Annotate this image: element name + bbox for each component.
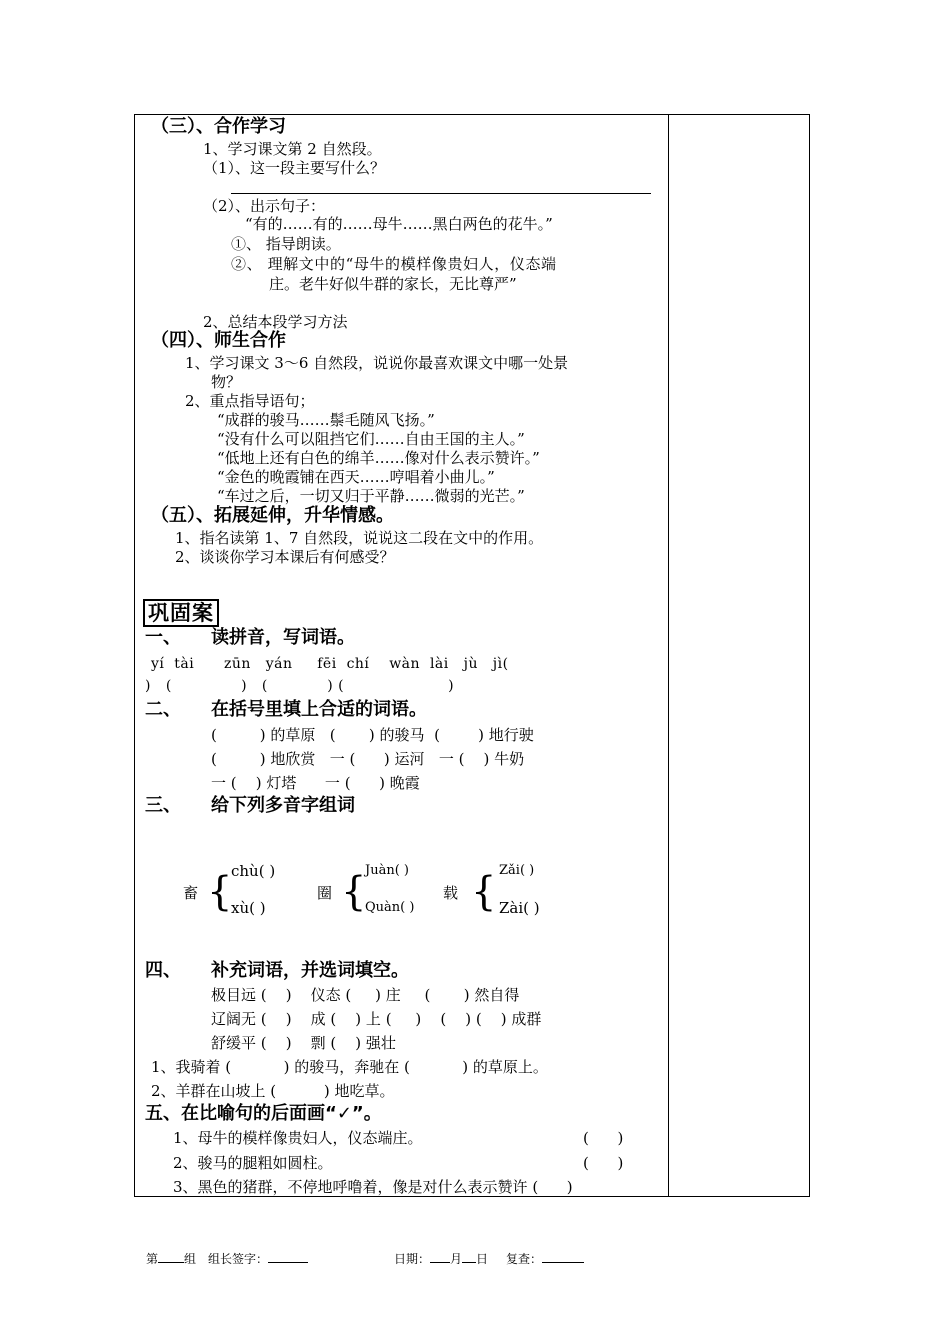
ex1-blanks: ) ( ) ( ) ( ) — [145, 678, 455, 694]
consolidation-title: 巩固案 — [143, 599, 219, 627]
review-blank — [542, 1251, 584, 1263]
reading-juan: Juàn( ) — [365, 863, 409, 878]
brace-3: { — [471, 869, 497, 915]
ex4-title: 补充词语，并选词填空。 — [211, 960, 409, 981]
footer-leader-label: 组长签字： — [208, 1252, 269, 1266]
ex2-row-3: 一 ( ) 灯塔 一 ( ) 晚霞 — [211, 774, 420, 792]
s3-summary: 2、总结本段学习方法 — [203, 313, 348, 331]
s4-quote-4: “金色的晚霞铺在西天……哼唱着小曲儿。” — [217, 468, 495, 486]
s4-line-2: 物？ — [211, 373, 242, 391]
ex2-title: 在括号里填上合适的词语。 — [211, 699, 427, 720]
s4-quote-3: “低地上还有白色的绵羊……像对什么表示赞许。” — [217, 449, 540, 467]
ex4-sentence-2: 2、羊群在山坡上 ( ) 地吃草。 — [151, 1082, 395, 1100]
reading-quan: Quàn( ) — [365, 900, 415, 915]
reading-zai3: Zǎi( ) — [499, 863, 535, 878]
s4-line-3: 2、重点指导语句； — [185, 392, 315, 410]
s3-quote: “有的……有的……母牛……黑白两色的花牛。” — [245, 215, 553, 233]
footer-review — [506, 1250, 584, 1268]
s3-line-1: 1、学习课文第 2 自然段。 — [203, 140, 382, 158]
char-zai: 载 — [443, 884, 459, 902]
s3-step-1: ①、 指导朗读。 — [231, 235, 341, 253]
leader-blank — [268, 1251, 308, 1263]
ex2-row-1: ( ) 的草原 ( ) 的骏马 ( ) 地行驶 — [211, 726, 534, 744]
footer-group-prefix: 第 — [146, 1252, 159, 1266]
footer-month: 月 — [450, 1252, 463, 1266]
ex4-number: 四、 — [145, 960, 181, 981]
reading-xu: xù( ) — [231, 899, 266, 917]
ex1-pinyin: yí tài zūn yán fēi chí wàn lài jù jì( — [151, 656, 509, 672]
reading-zai4: Zài( ) — [499, 899, 540, 917]
ex2-number: 二、 — [145, 699, 181, 720]
footer-date — [394, 1250, 488, 1268]
ex4-row-3: 舒缓平 ( ) 剽 ( ) 强壮 — [211, 1034, 396, 1052]
ex5-row-3: 3、黑色的猪群，不停地呼噜着，像是对什么表示赞许 ( ) — [173, 1178, 573, 1196]
month-blank — [430, 1251, 450, 1263]
ex5-row-2: 2、骏马的腿粗如圆柱。 — [173, 1154, 333, 1172]
brace-1: { — [207, 869, 233, 915]
ex5-row-1: 1、母牛的模样像贵妇人，仪态端庄。 — [173, 1129, 423, 1147]
s3-step-2: ②、 理解文中的“母牛的模样像贵妇人，仪态端 — [231, 255, 557, 273]
ex1-number: 一、 — [145, 627, 181, 648]
footer-day: 日 — [476, 1252, 489, 1266]
footer-group — [146, 1250, 196, 1268]
s4-quote-1: “成群的骏马……鬃毛随风飞扬。” — [217, 411, 435, 429]
s5-line-2: 2、谈谈你学习本课后有何感受？ — [175, 548, 395, 566]
ex5-row-2-answer: ( ) — [583, 1154, 624, 1172]
s4-quote-5: “车过之后，一切又归于平静……微弱的光芒。” — [217, 487, 525, 505]
section-4-heading: （四）、师生合作 — [151, 330, 286, 351]
footer-review-label: 复查： — [506, 1252, 543, 1266]
reading-chu: chù( ) — [231, 862, 276, 880]
day-blank — [462, 1251, 476, 1263]
ex3-number: 三、 — [145, 795, 181, 816]
s3-line-2: （1）、这一段主要写什么？ — [203, 159, 386, 177]
s3-step-2-cont: 庄。老牛好似牛群的家长，无比尊严” — [269, 275, 517, 293]
footer-leader — [208, 1250, 308, 1268]
s3-line-3: （2）、出示句子： — [203, 197, 326, 215]
s4-quote-2: “没有什么可以阻挡它们……自由王国的主人。” — [217, 430, 525, 448]
char-juan-quan: 圈 — [317, 884, 333, 902]
ex3-title: 给下列多音字组词 — [211, 795, 355, 816]
ex4-sentence-1: 1、我骑着 ( ) 的骏马，奔驰在 ( ) 的草原上。 — [151, 1058, 548, 1076]
ex2-row-2: ( ) 地欣赏 一 ( ) 运河 一 ( ) 牛奶 — [211, 750, 525, 768]
brace-2: { — [341, 869, 367, 915]
section-3-heading: （三）、合作学习 — [151, 116, 286, 137]
footer-date-label: 日期： — [394, 1252, 431, 1266]
column-divider — [668, 115, 669, 1196]
answer-line — [231, 193, 651, 194]
s4-line-1: 1、学习课文 3～6 自然段，说说你最喜欢课文中哪一处景 — [185, 354, 569, 372]
ex5-title: 五、在比喻句的后面画“✓”。 — [145, 1103, 382, 1124]
ex5-row-1-answer: ( ) — [583, 1129, 624, 1147]
section-5-heading: （五）、拓展延伸，升华情感。 — [151, 505, 394, 526]
ex4-row-2: 辽阔无 ( ) 成 ( ) 上 ( ) ( ) ( ) 成群 — [211, 1010, 542, 1028]
ex1-title: 读拼音，写词语。 — [211, 627, 355, 648]
footer-group-suffix: 组 — [184, 1252, 197, 1266]
ex4-row-1: 极目远 ( ) 仪态 ( ) 庄 ( ) 然自得 — [211, 986, 520, 1004]
lesson-plan-table — [134, 114, 810, 1197]
s5-line-1: 1、指名读第 1、7 自然段，说说这二段在文中的作用。 — [175, 529, 544, 547]
char-chu-xu: 畜 — [183, 884, 199, 902]
group-blank — [158, 1251, 184, 1263]
